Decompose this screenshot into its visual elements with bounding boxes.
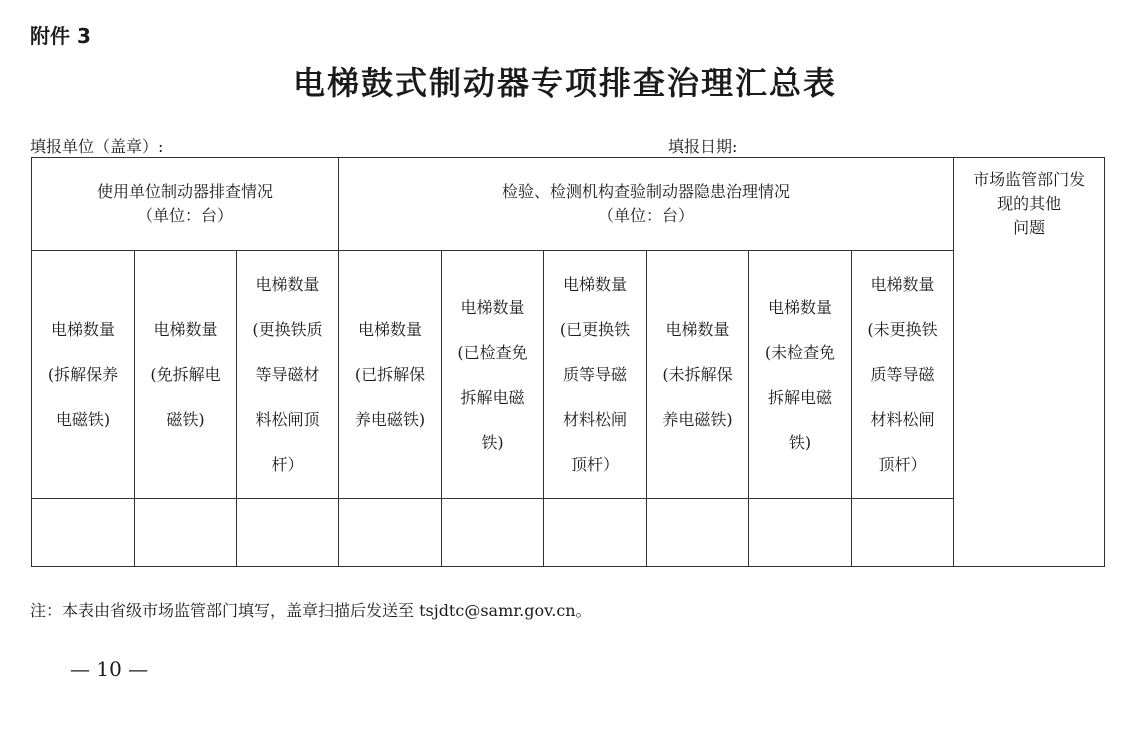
attachment-label: 附件 3 xyxy=(30,24,91,48)
column-header-not-dismantled xyxy=(647,251,749,499)
header-line: 材料松闸 xyxy=(870,410,935,429)
column-header-replaced-rod xyxy=(237,251,339,499)
header-line: 杆） xyxy=(271,455,304,474)
data-cell[interactable] xyxy=(339,499,442,567)
header-line: 等导磁材 xyxy=(255,365,320,384)
header-line: 拆解电磁 xyxy=(768,387,833,407)
header-line: 养电磁铁) xyxy=(354,410,426,429)
group-header-title: 使用单位制动器排查情况 xyxy=(97,182,274,201)
header-line: 拆解电磁 xyxy=(460,387,525,407)
header-line: 电梯数量 xyxy=(460,297,525,317)
header-line: 电梯数量 xyxy=(50,320,115,339)
header-line: (未拆解保 xyxy=(662,365,733,384)
column-header-no-dismantle xyxy=(135,251,237,499)
data-entry-row xyxy=(32,499,1105,567)
header-line: 电梯数量 xyxy=(563,275,628,294)
column-header-not-checked xyxy=(749,251,852,499)
header-line: 顶杆） xyxy=(571,455,620,474)
market-header-line: 问题 xyxy=(1013,218,1046,237)
market-header-line: 现的其他 xyxy=(997,194,1062,213)
header-line: 电梯数量 xyxy=(768,297,833,317)
header-line: (未更换铁 xyxy=(867,320,938,339)
data-cell[interactable] xyxy=(544,499,647,567)
data-cell[interactable] xyxy=(237,499,339,567)
column-header-checked-no-dismantle xyxy=(442,251,544,499)
group-header-row xyxy=(32,158,1105,251)
header-line: 电梯数量 xyxy=(665,320,730,339)
header-line: 电梯数量 xyxy=(870,275,935,294)
header-line: (更换铁质 xyxy=(252,320,323,339)
footnote: 注：本表由省级市场监管部门填写，盖章扫描后发送至 tsjdtc@samr.gov.cn。 xyxy=(30,601,592,620)
fill-unit-label: 填报单位（盖章）: xyxy=(30,137,164,156)
group-header-unit: （单位：台） xyxy=(137,206,234,225)
data-cell[interactable] xyxy=(442,499,544,567)
column-header-row xyxy=(32,251,1105,499)
header-line: 磁铁) xyxy=(166,410,205,429)
data-cell[interactable] xyxy=(647,499,749,567)
header-line: (免拆解电 xyxy=(150,365,221,384)
page-number: — 10 — xyxy=(70,657,149,681)
group-header-unit: （单位：台） xyxy=(598,206,695,225)
header-line: 材料松闸 xyxy=(563,410,628,429)
header-line: 质等导磁 xyxy=(870,365,935,384)
header-line: (已检查免 xyxy=(457,342,528,362)
group-header-inspection xyxy=(339,158,954,251)
data-cell[interactable] xyxy=(135,499,237,567)
header-line: 电梯数量 xyxy=(153,320,218,339)
group-header-user-unit xyxy=(32,158,339,251)
header-line: 养电磁铁) xyxy=(662,410,733,429)
fill-date-label: 填报日期: xyxy=(668,137,738,156)
header-line: (未检查免 xyxy=(764,342,836,362)
header-line: 质等导磁 xyxy=(563,365,628,384)
group-header-title: 检验、检测机构查验制动器隐患治理情况 xyxy=(502,182,791,201)
group-header-market-supervision xyxy=(954,158,1105,567)
column-header-checked-dismantled xyxy=(339,251,442,499)
header-line: 电梯数量 xyxy=(358,320,423,339)
header-line: (拆解保养 xyxy=(47,365,119,384)
document-title: 电梯鼓式制动器专项排查治理汇总表 xyxy=(292,64,837,102)
column-header-not-replaced xyxy=(852,251,954,499)
data-cell[interactable] xyxy=(749,499,852,567)
header-line: 铁) xyxy=(788,432,812,452)
header-line: 顶杆） xyxy=(878,455,927,474)
header-line: 料松闸顶 xyxy=(255,410,320,429)
header-line: (已拆解保 xyxy=(354,365,426,384)
header-line: 铁) xyxy=(481,432,504,452)
summary-table xyxy=(31,157,1105,567)
data-cell[interactable] xyxy=(32,499,135,567)
header-line: (已更换铁 xyxy=(559,320,631,339)
column-header-dismantled-maintained xyxy=(32,251,135,499)
data-cell[interactable] xyxy=(852,499,954,567)
column-header-checked-replaced xyxy=(544,251,647,499)
header-line: 电磁铁) xyxy=(55,410,111,429)
header-line: 电梯数量 xyxy=(255,275,320,294)
market-header-line: 市场监管部门发 xyxy=(973,170,1086,189)
